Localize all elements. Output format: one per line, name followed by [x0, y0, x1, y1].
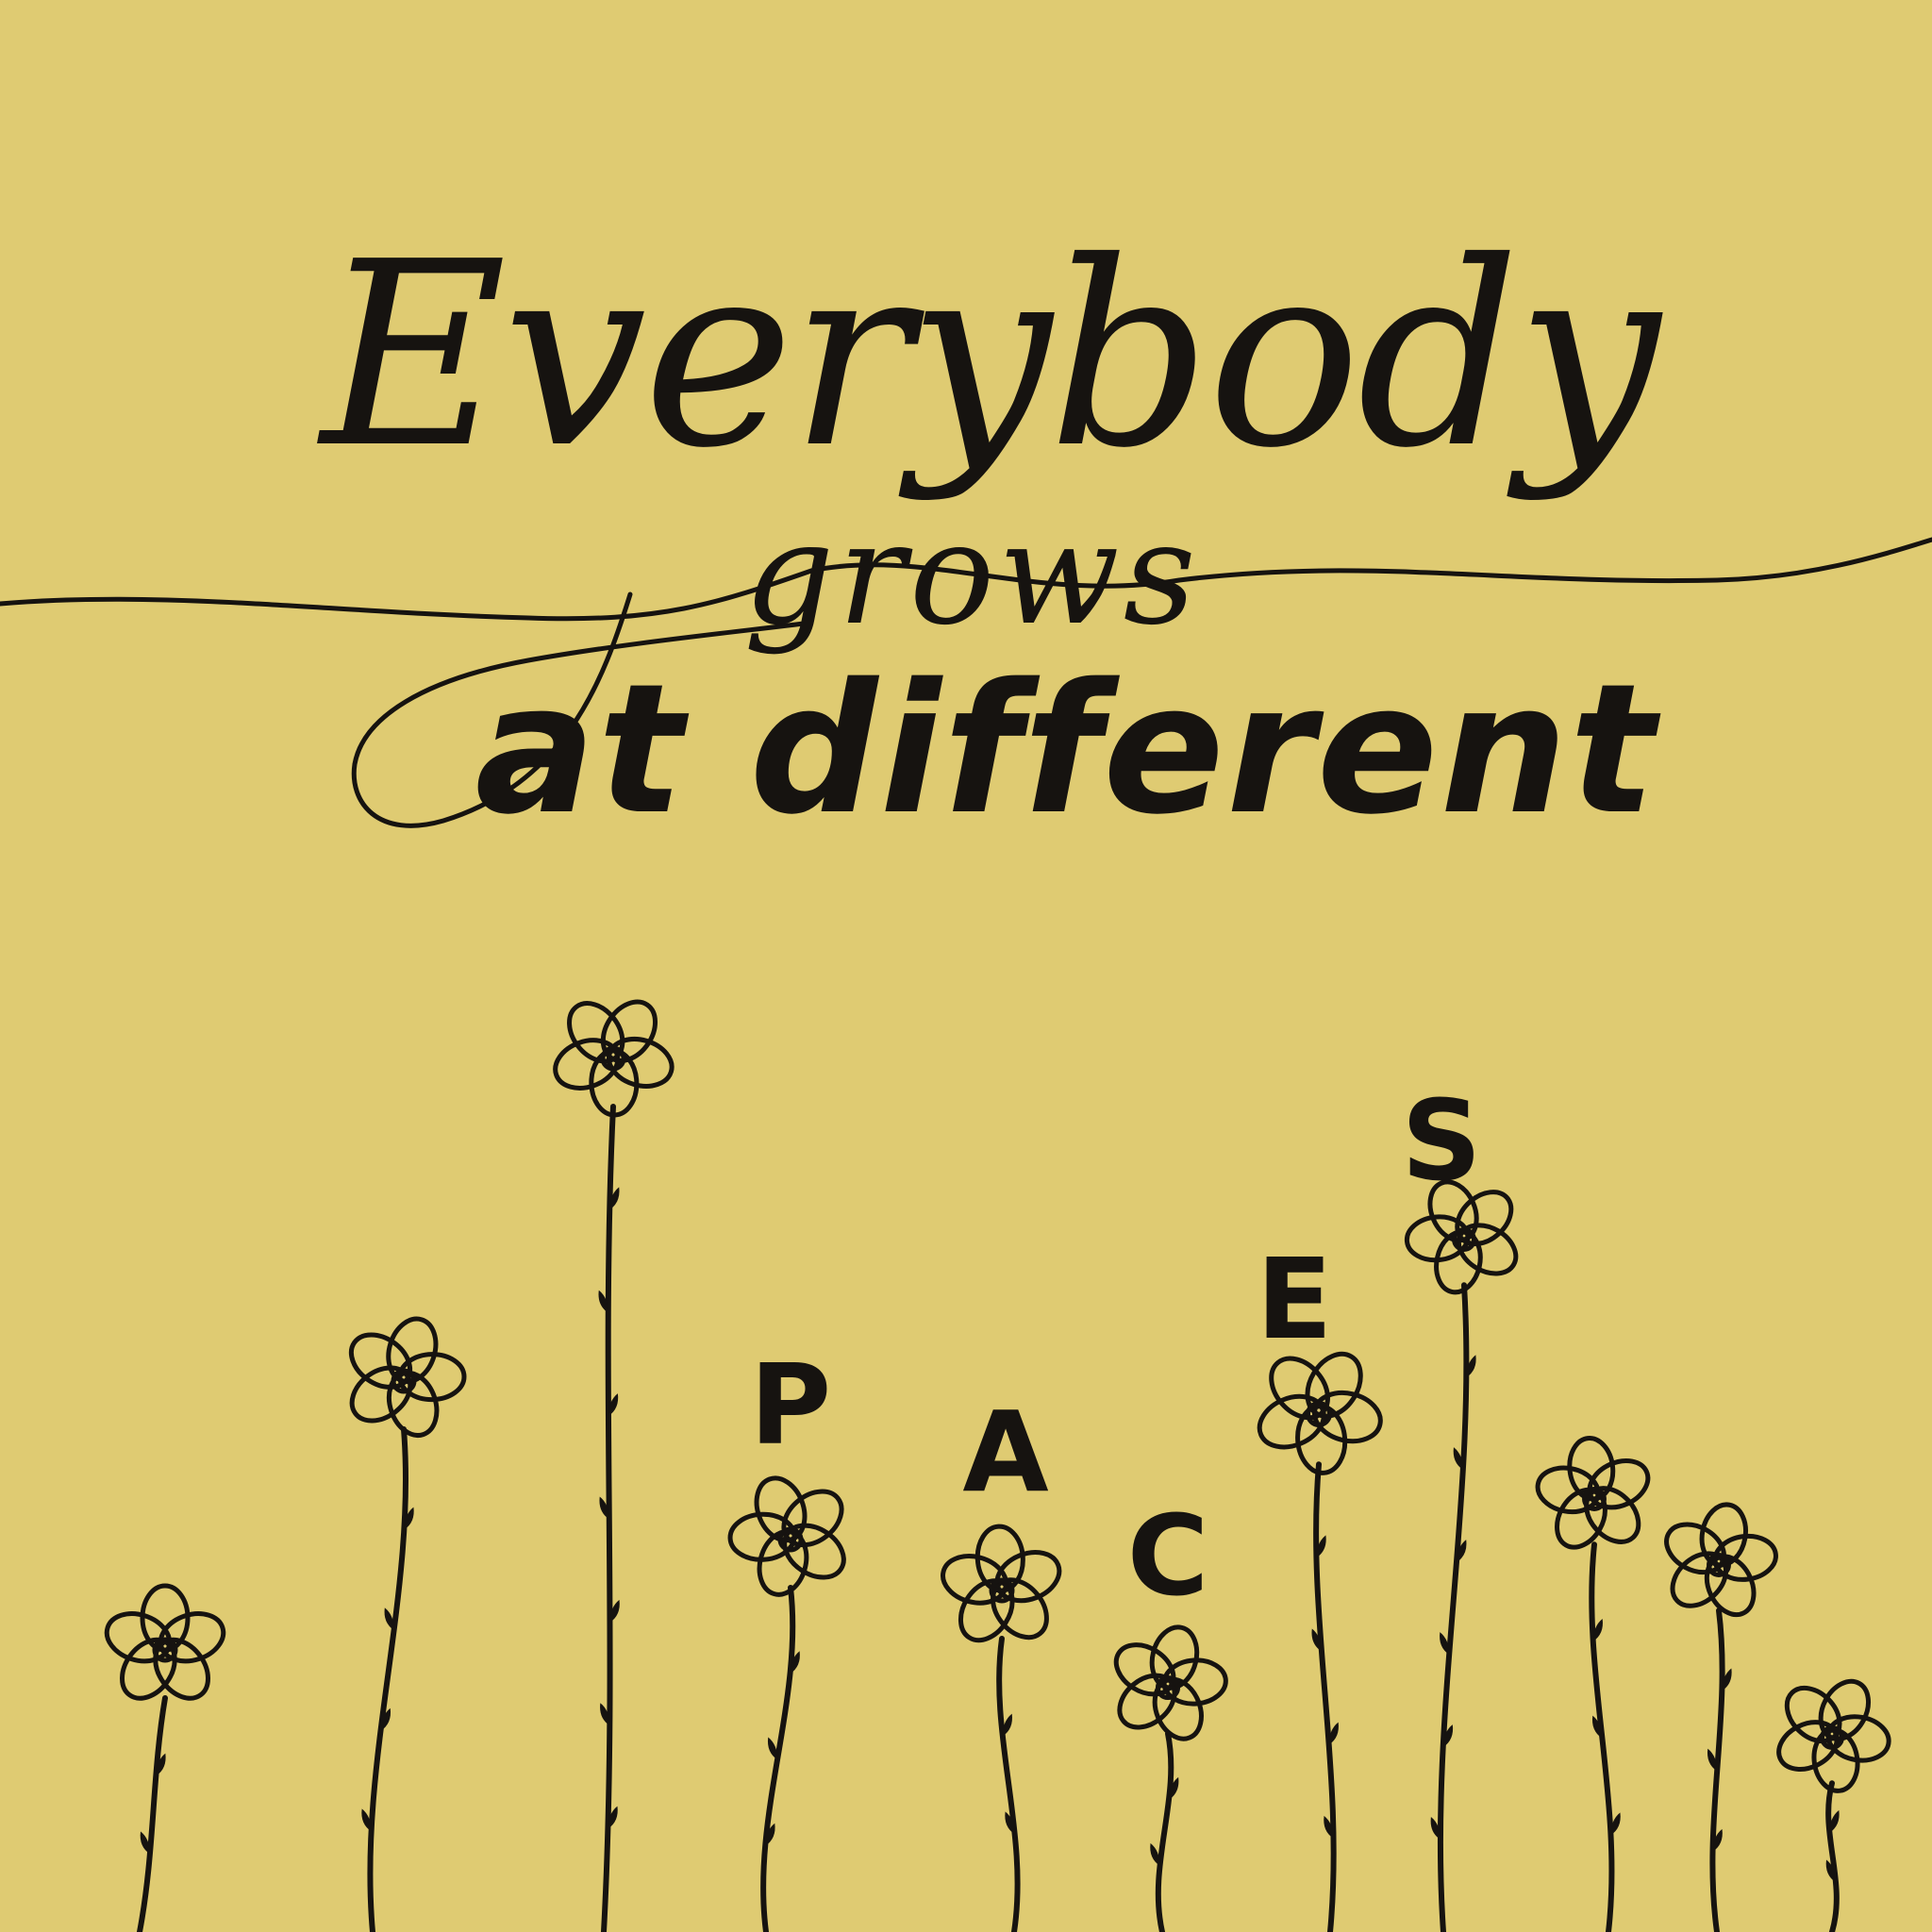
- pace-letter-s: S: [1401, 1075, 1482, 1206]
- flower-stem: [604, 1107, 613, 1932]
- flower: [101, 1586, 230, 1932]
- flower-stem: [763, 1588, 792, 1932]
- flower-stem: [1441, 1285, 1467, 1932]
- flower: [1405, 1174, 1524, 1932]
- leaf-mark: [768, 1738, 777, 1760]
- flower-stem: [1591, 1544, 1611, 1932]
- title-everybody: Everybody: [321, 207, 1657, 504]
- flower: [1658, 1501, 1778, 1932]
- flower-stem: [999, 1639, 1017, 1932]
- pace-letter-a: A: [962, 1387, 1049, 1517]
- petal: [1252, 1387, 1332, 1456]
- flower: [1252, 1344, 1386, 1932]
- flower-stem: [370, 1429, 406, 1932]
- petal: [549, 1032, 625, 1096]
- flower: [729, 1472, 854, 1932]
- title-grows: grows: [743, 492, 1200, 657]
- flower: [1771, 1674, 1891, 1932]
- flower-stem: [1828, 1783, 1837, 1932]
- flower: [1534, 1436, 1656, 1932]
- pace-letter-p: P: [749, 1340, 832, 1470]
- petal: [753, 1526, 813, 1600]
- flower-stem: [1712, 1610, 1722, 1932]
- flower: [549, 992, 678, 1932]
- pace-letter-c: C: [1126, 1491, 1209, 1621]
- flower-stem: [1158, 1734, 1171, 1932]
- flower: [938, 1525, 1066, 1932]
- petal: [603, 1032, 677, 1093]
- flower: [1108, 1623, 1227, 1932]
- flower-stem: [1316, 1464, 1334, 1932]
- flower: [341, 1313, 464, 1932]
- pace-letter-e: E: [1256, 1234, 1333, 1364]
- flower-stem: [140, 1698, 165, 1932]
- title-different: at different: [475, 645, 1657, 854]
